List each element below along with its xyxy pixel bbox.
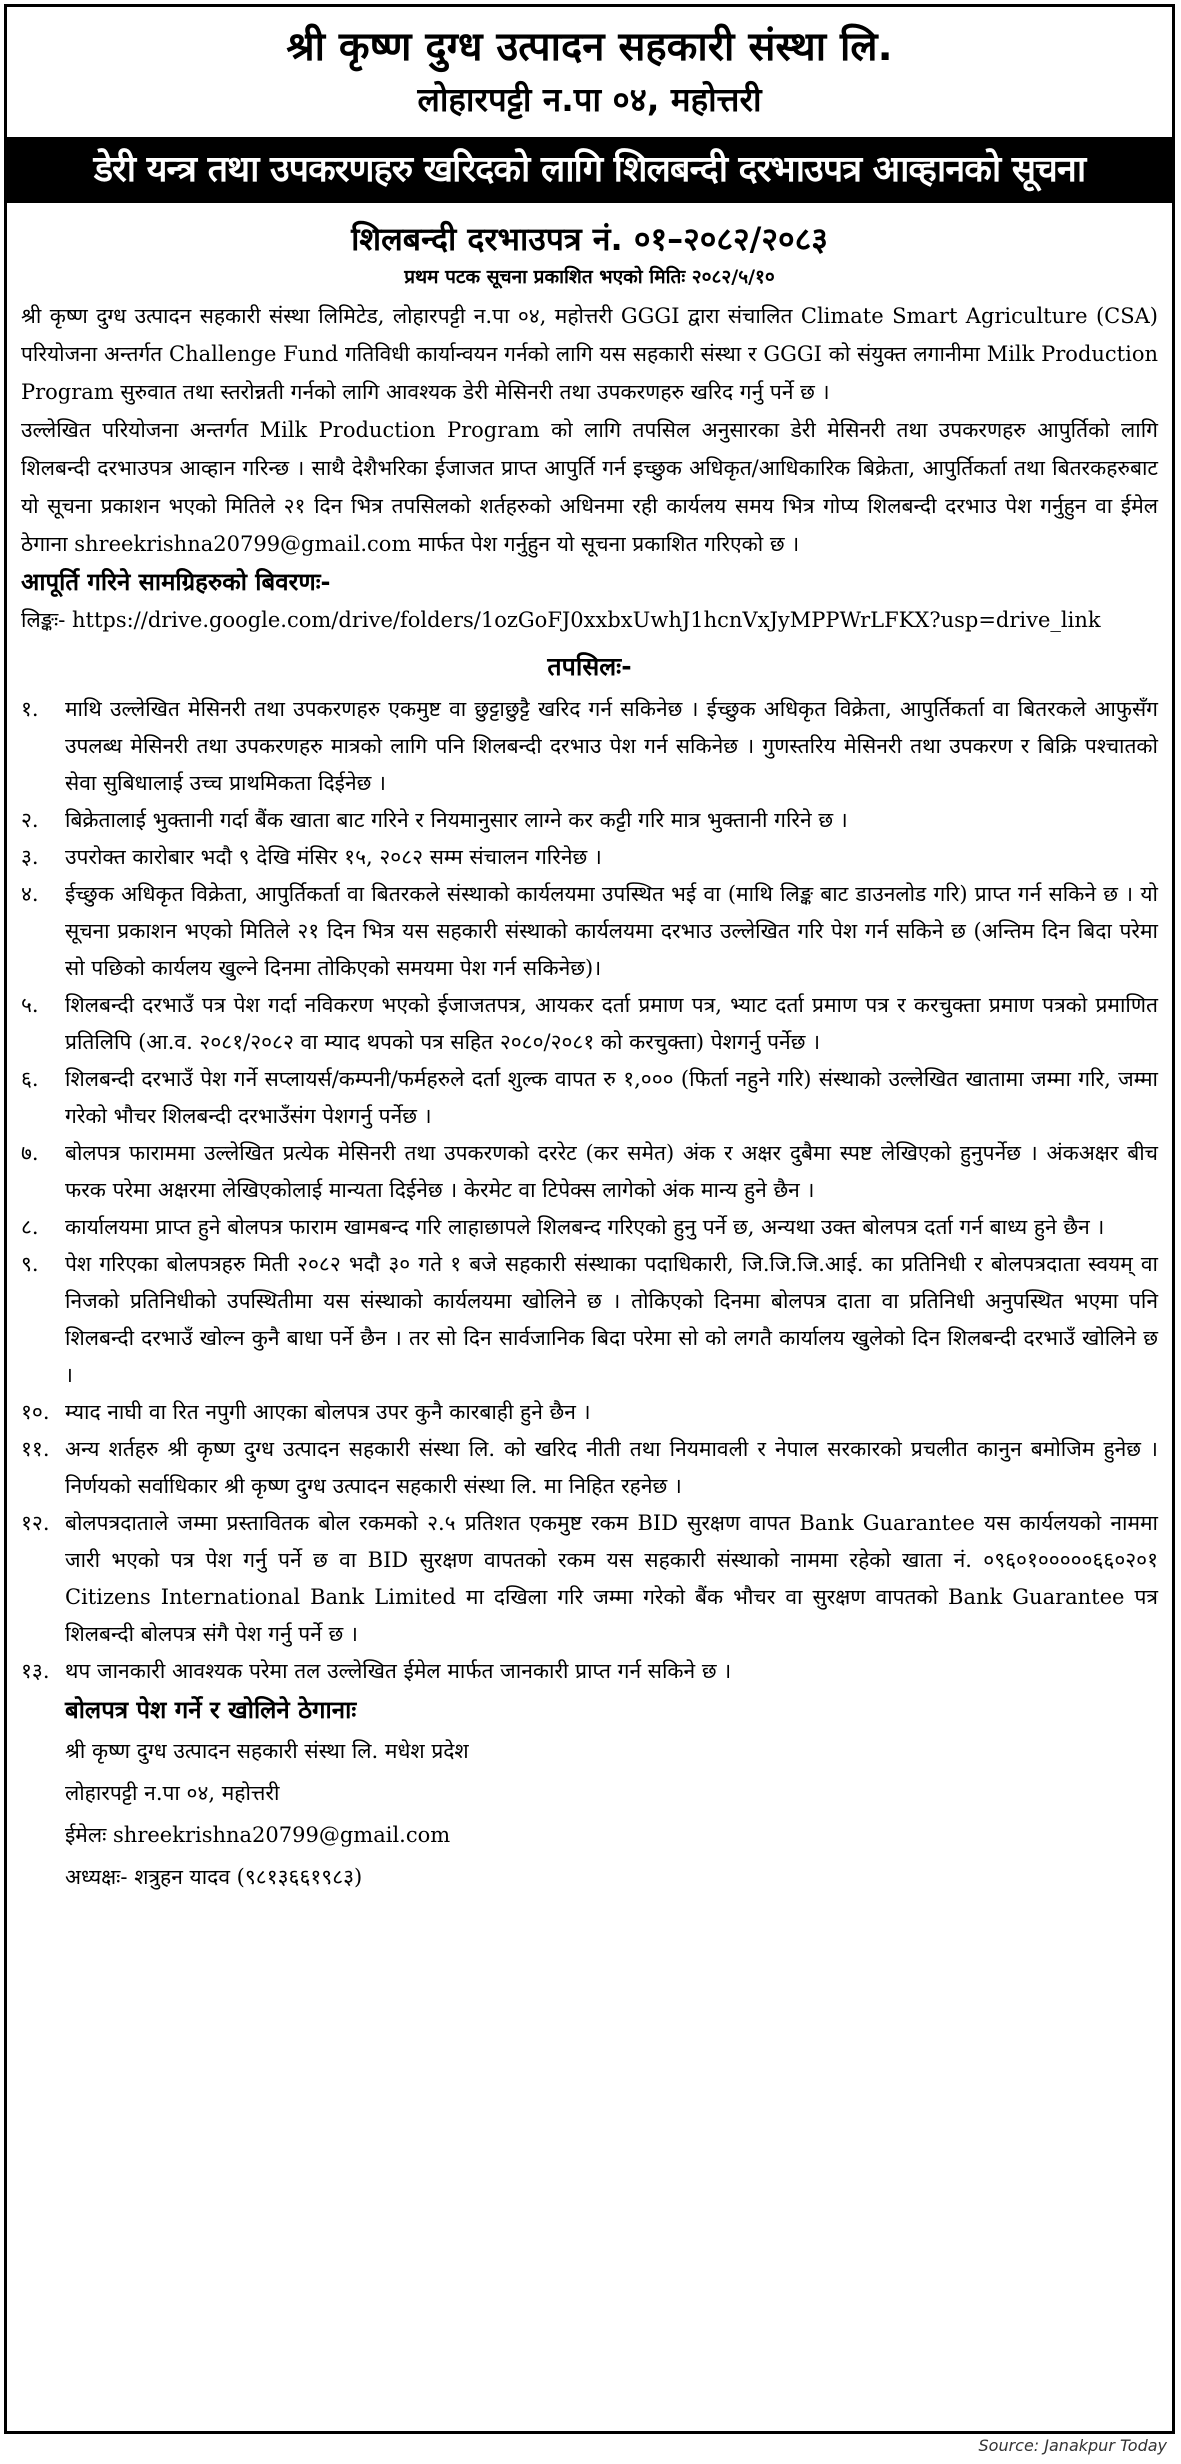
conditions-list <box>7 691 1172 1690</box>
notice-number: शिलबन्दी दरभाउपत्र नं. ०१–२०८२/२०८३ <box>351 220 828 258</box>
condition-item <box>21 1061 1158 1135</box>
org-address: लोहारपट्टी न.पा ०४, महोत्तरी <box>417 80 762 119</box>
condition-item <box>21 802 1158 839</box>
condition-text: शिलबन्दी दरभाउँ पत्र पेश गर्दा नविकरण भएको ईजाजतपत्र, आयकर दर्ता प्रमाण पत्र, भ्याट दर्ता प्रमाण पत्र र करचुक्ता प्रमाण पत्रको प्रमाणित प्रतिलिपि (आ.व. २०८१/२०८२ वा म्याद थपको पत्र सहित २०८०/२०८१ को करचुक्ता) पेशगर्नु पर्नेछ । <box>65 993 1158 1054</box>
condition-text: उपरोक्त कारोबार भदौ ९ देखि मंसिर १५, २०८२ सम्म संचालन गरिनेछ । <box>65 845 602 869</box>
address-org: श्री कृष्ण दुग्ध उत्पादन सहकारी संस्था लि. मधेश प्रदेश <box>65 1739 469 1763</box>
condition-item <box>21 839 1158 876</box>
condition-item <box>21 1135 1158 1209</box>
condition-number: ७. <box>21 1141 39 1165</box>
condition-text: कार्यालयमा प्राप्त हुने बोलपत्र फाराम खामबन्द गरि लाहाछापले शिलबन्द गरिएको हुनु पर्ने छ, अन्यथा उक्त बोलपत्र दर्ता गर्न बाध्य हुने छैन । <box>65 1215 1105 1239</box>
condition-text: शिलबन्दी दरभाउँ पेश गर्ने सप्लायर्स/कम्पनी/फर्महरुले दर्ता शुल्क वापत रु १,००० (फिर्ता नहुने गरि) संस्थाको उल्लेखित खातामा जम्मा गरि, जम्मा गरेको भौचर शिलबन्दी दरभाउँसंग पेशगर्नु पर्नेछ । <box>65 1067 1158 1128</box>
condition-item <box>21 987 1158 1061</box>
source-credit: Source: Janakpur Today <box>978 2436 1167 2455</box>
condition-text: पेश गरिएका बोलपत्रहरु मिती २०८२ भदौ ३० गते १ बजे सहकारी संस्थाका पदाधिकारी, जि.जि.जि.आई. का प्रतिनिधी र बोलपत्रदाता स्वयम् वा निजको प्रतिनिधीको उपस्थितीमा यस संस्थाको कार्यलयमा खोलिने छ । तोकिएको दिनमा बोलपत्र दाता वा प्रतिनिधी अनुपस्थित भएमा पनि शिलबन्दी दरभाउँ खोल्न कुनै बाधा पर्ने छैन । तर सो दिन सार्वजानिक बिदा परेमा सो को लगतै कार्यालय खुलेको दिन शिलबन्दी दरभाउँ खोलिने छ । <box>65 1252 1158 1387</box>
materials-heading: आपूर्ति गरिने सामग्रिहरुको बिवरणः- <box>21 568 331 596</box>
publish-date: प्रथम पटक सूचना प्रकाशित भएको मितिः २०८२/५/१० <box>404 266 775 288</box>
condition-number: १२. <box>21 1511 50 1535</box>
condition-number: ४. <box>21 882 39 906</box>
condition-text: बोलपत्र फाराममा उल्लेखित प्रत्येक मेसिनरी तथा उपकरणको दररेट (कर समेत) अंक र अक्षर दुबैमा स्पष्ट लेखिएको हुनुपर्नेछ । अंकअक्षर बीच फरक परेमा अक्षरमा लेखिएकोलाई मान्यता दिईनेछ । केरमेट वा टिपेक्स लागेको अंक मान्य हुने छैन । <box>65 1141 1158 1202</box>
address-location: लोहारपट्टी न.पा ०४, महोत्तरी <box>65 1781 280 1805</box>
address-email[interactable]: ईमेलः shreekrishna20799@gmail.com <box>65 1823 451 1847</box>
condition-number: ६. <box>21 1067 39 1091</box>
condition-text: म्याद नाघी वा रित नपुगी आएका बोलपत्र उपर कुनै कारबाही हुने छैन । <box>65 1400 591 1424</box>
conditions-heading: तपसिलः- <box>547 652 632 681</box>
address-heading: बोलपत्र पेश गर्ने र खोलिने ठेगानाः <box>65 1696 357 1724</box>
condition-text: ईच्छुक अधिकृत विक्रेता, आपुर्तिकर्ता वा बितरकले संस्थाको कार्यलयमा उपस्थित भई वा (माथि लिङ्क बाट डाउनलोड गरि) प्राप्त गर्न सकिने छ । यो सूचना प्रकाशन भएको मितिले २१ दिन भित्र यस सहकारी संस्थाको कार्यलयमा दरभाउ उल्लेखित गरि पेश गर्न सकिने छ (अन्तिम दिन बिदा परेमा सो पछिको कार्यलय खुल्ने दिनमा तोकिएको समयमा पेश गर्न सकिनेछ)। <box>65 882 1158 980</box>
condition-item <box>21 691 1158 802</box>
condition-text: बोलपत्रदाताले जम्मा प्रस्तावितक बोल रकमको २.५ प्रतिशत एकमुष्ट रकम BID सुरक्षण वापत Bank Guarantee यस कार्यलयको नाममा जारी भएको पत्र पेश गर्नु पर्ने छ वा BID सुरक्षण वापतको रकम यस सहकारी संस्थाको नाममा रहेको खाता नं. ०९६०१०००००६६०२०१ Citizens International Bank Limited मा दखिला गरि जम्मा गरेको बैंक भौचर वा सुरक्षण वापतको Bank Guarantee पत्र शिलबन्दी बोलपत्र संगै पेश गर्नु पर्ने छ । <box>65 1511 1158 1646</box>
condition-item <box>21 876 1158 987</box>
condition-item <box>21 1209 1158 1246</box>
condition-number: १३. <box>21 1659 50 1683</box>
notice-frame <box>4 4 1175 2434</box>
org-name: श्री कृष्ण दुग्ध उत्पादन सहकारी संस्था लि. <box>286 24 893 70</box>
condition-number: १. <box>21 697 39 721</box>
materials-link[interactable]: लिङ्कः- https://drive.google.com/drive/folders/1ozGoFJ0xxbxUwhJ1hcnVxJyMPPWrLFKX?usp=drive_link <box>21 608 1101 632</box>
condition-number: १०. <box>21 1400 50 1424</box>
condition-text: अन्य शर्तहरु श्री कृष्ण दुग्ध उत्पादन सहकारी संस्था लि. को खरिद नीती तथा नियमावली र नेपाल सरकारको प्रचलीत कानुन बमोजिम हुनेछ । निर्णयको सर्वाधिकार श्री कृष्ण दुग्ध उत्पादन सहकारी संस्था लि. मा निहित रहनेछ । <box>65 1437 1158 1498</box>
condition-number: ५. <box>21 993 39 1017</box>
condition-text: बिक्रेतालाई भुक्तानी गर्दा बैंक खाता बाट गरिने र नियमानुसार लाग्ने कर कट्टी गरि मात्र भुक्तानी गरिने छ । <box>65 808 848 832</box>
condition-item <box>21 1431 1158 1505</box>
condition-item <box>21 1505 1158 1653</box>
condition-number: ८. <box>21 1215 39 1239</box>
condition-item <box>21 1653 1158 1690</box>
condition-text: थप जानकारी आवश्यक परेमा तल उल्लेखित ईमेल मार्फत जानकारी प्राप्त गर्न सकिने छ । <box>65 1659 732 1683</box>
condition-number: ११. <box>21 1437 50 1461</box>
condition-text: माथि उल्लेखित मेसिनरी तथा उपकरणहरु एकमुष्ट वा छुट्टाछुट्टै खरिद गर्न सकिनेछ । ईच्छुक अधिकृत विक्रेता, आपुर्तिकर्ता वा बितरकले आफुसँग उपलब्ध मेसिनरी तथा उपकरणहरु मात्रको लागि पनि शिलबन्दी दरभाउ पेश गर्न सकिनेछ । गुणस्तरिय मेसिनरी तथा उपकरण र बिक्रि पश्चातको सेवा सुबिधालाई उच्च प्राथमिकता दिईनेछ । <box>65 697 1158 795</box>
condition-item <box>21 1394 1158 1431</box>
condition-number: २. <box>21 808 39 832</box>
condition-number: ९. <box>21 1252 39 1276</box>
intro-paragraph-1: श्री कृष्ण दुग्ध उत्पादन सहकारी संस्था लिमिटेड, लोहारपट्टी न.पा ०४, महोत्तरी GGGI द्वारा संचालित Climate Smart Agriculture (CSA) परियोजना अन्तर्गत Challenge Fund गतिविधी कार्यान्वयन गर्नको लागि यस सहकारी संस्था र GGGI को संयुक्त लगानीमा Milk Production Program सुरुवात तथा स्तरोन्नती गर्नको लागि आवश्यक डेरी मेसिनरी तथा उपकरणहरु खरिद गर्नु पर्ने छ । <box>21 304 1158 404</box>
address-chair: अध्यक्षः- शत्रुहन यादव (९८१३६६१९८३) <box>65 1865 363 1889</box>
condition-item <box>21 1246 1158 1394</box>
condition-number: ३. <box>21 845 39 869</box>
notice-banner: डेरी यन्त्र तथा उपकरणहरु खरिदको लागि शिलबन्दी दरभाउपत्र आव्हानको सूचना <box>7 137 1172 203</box>
intro-paragraph-2: उल्लेखित परियोजना अन्तर्गत Milk Production Program को लागि तपसिल अनुसारका डेरी मेसिनरी तथा उपकरणहरु आपुर्तिको लागि शिलबन्दी दरभाउपत्र आव्हान गरिन्छ । साथै देशैभरिका ईजाजत प्राप्त आपुर्ति गर्न इच्छुक अधिकृत/आधिकारिक बिक्रेता, आपुर्तिकर्ता तथा बितरकहरुबाट यो सूचना प्रकाशन भएको मितिले २१ दिन भित्र तपसिलको शर्तहरुको अधिनमा रही कार्यलय समय भित्र गोप्य शिलबन्दी दरभाउ पेश गर्नुहुन वा ईमेल ठेगाना shreekrishna20799@gmail.com मार्फत पेश गर्नुहुन यो सूचना प्रकाशित गरिएको छ । <box>21 418 1158 556</box>
